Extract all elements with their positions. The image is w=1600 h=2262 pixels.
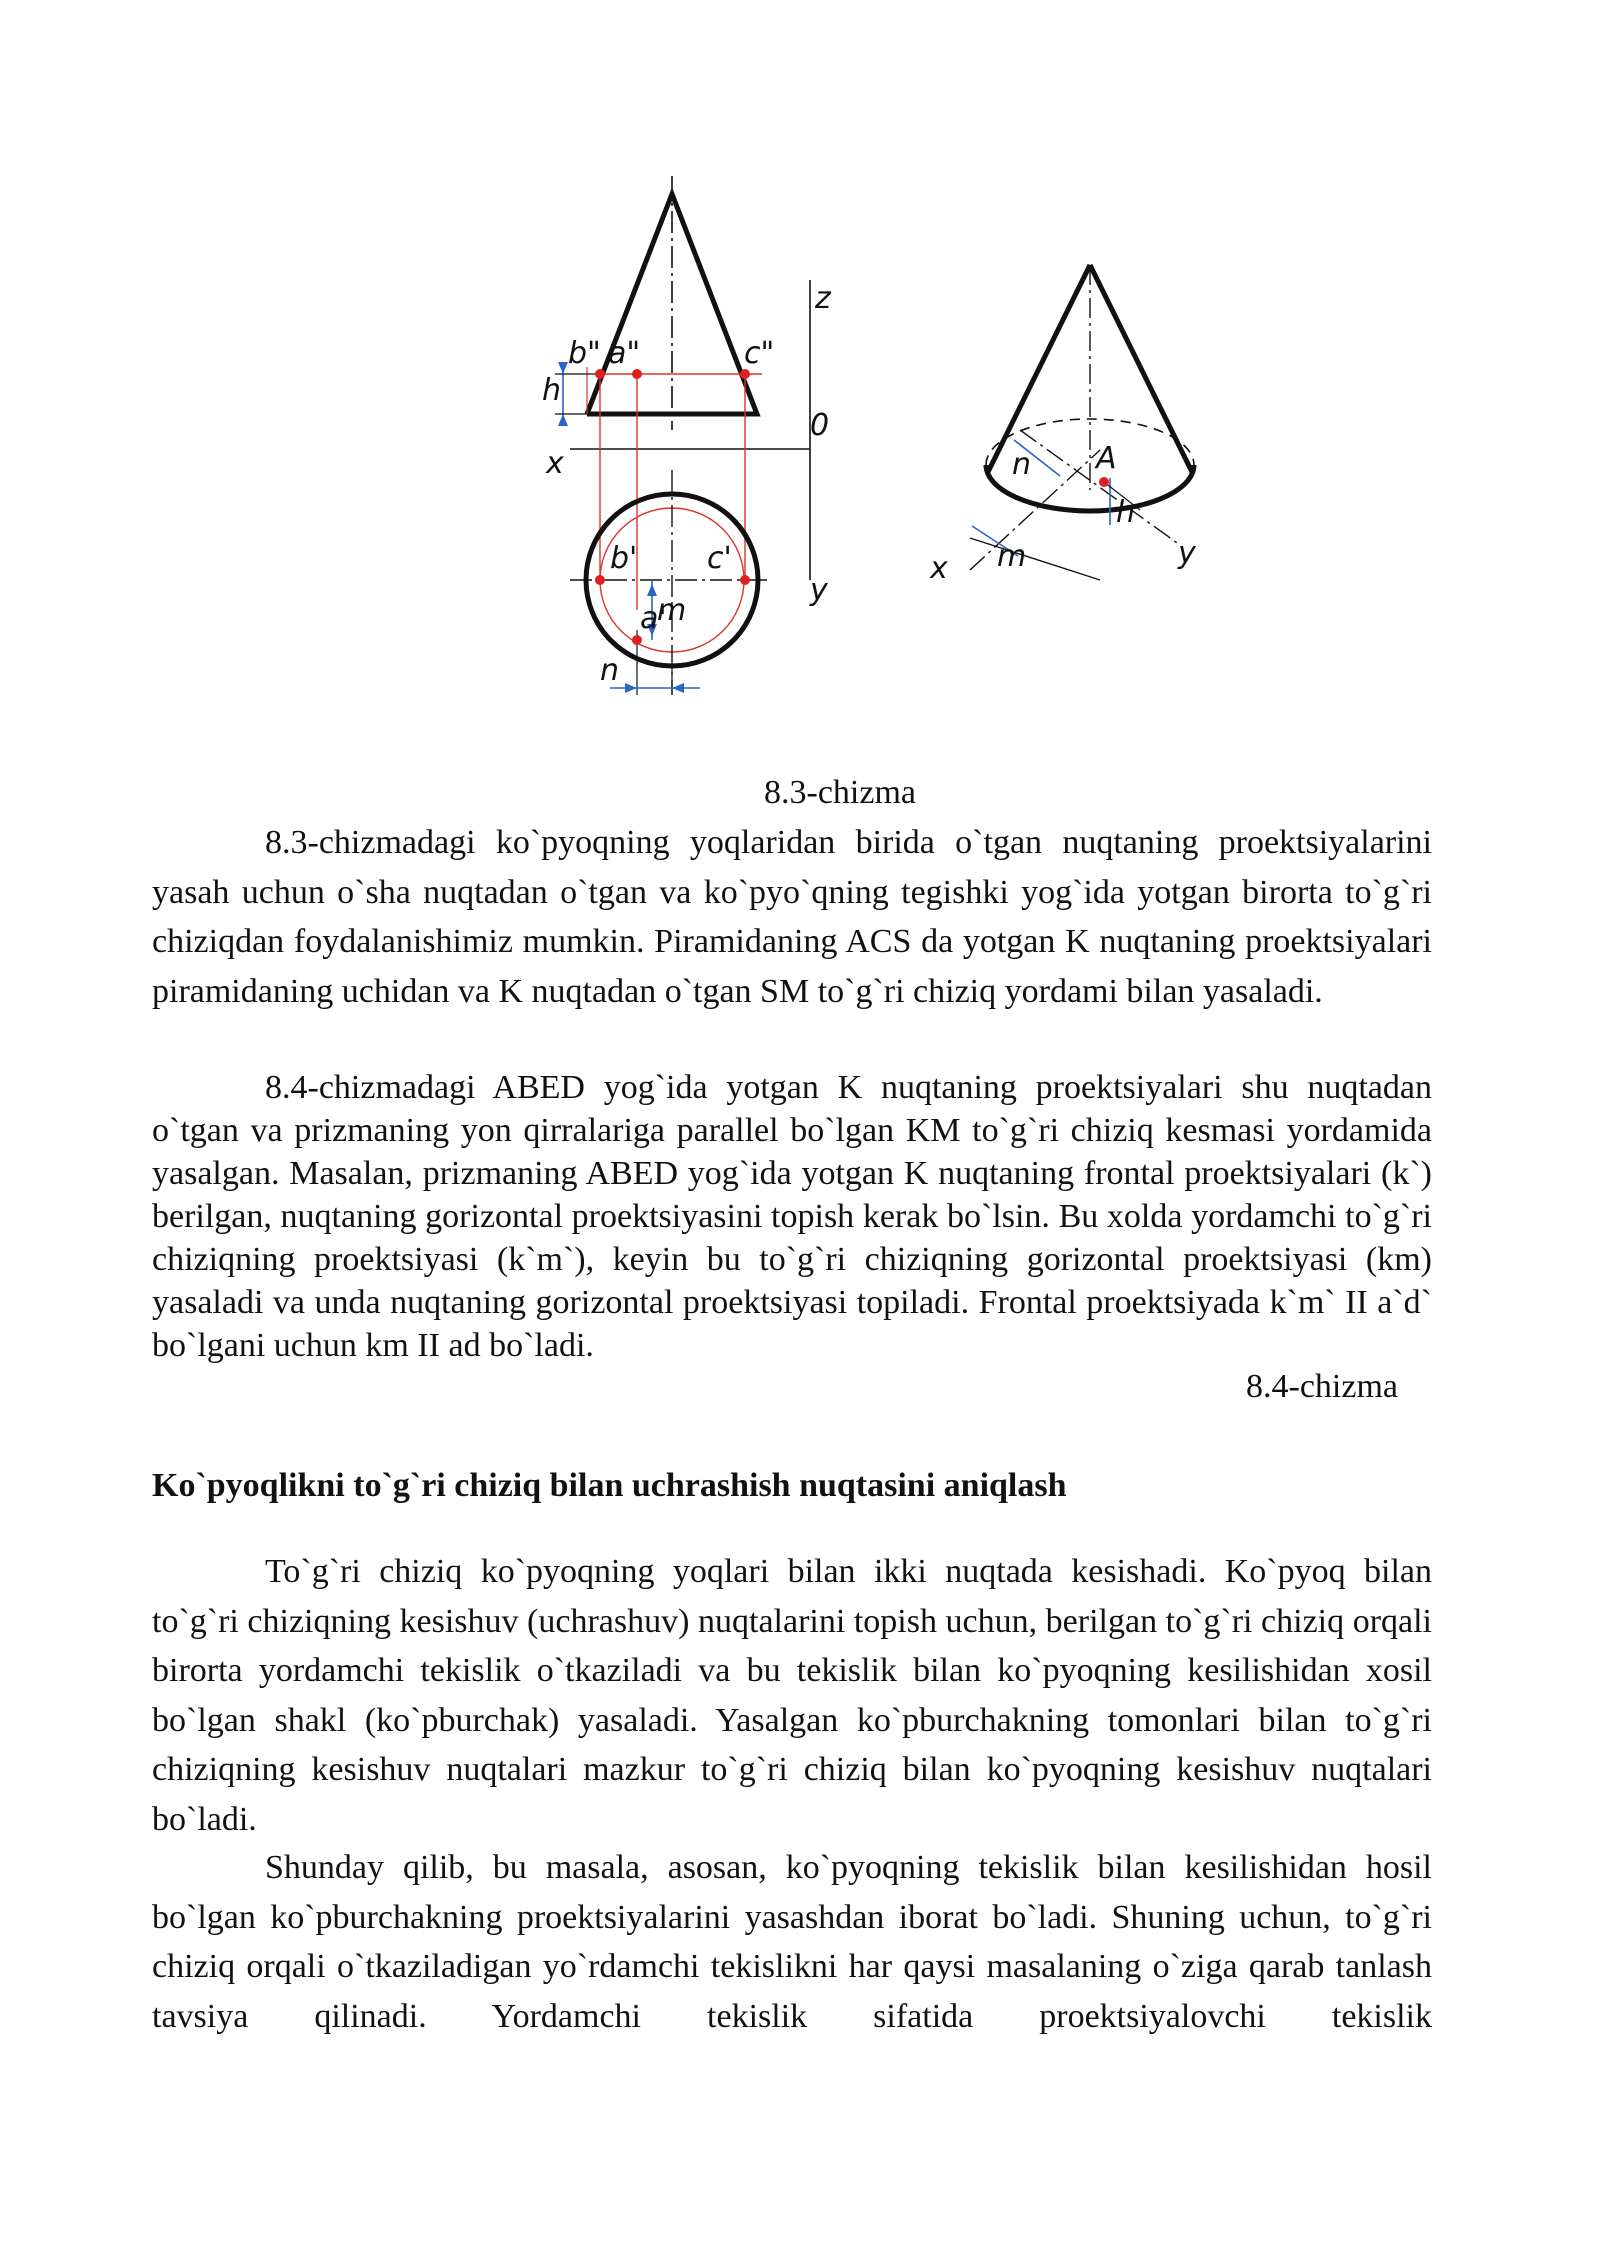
- cone-projection-figure: [500, 160, 1260, 720]
- label-c-double-prime: c": [744, 336, 775, 371]
- label-x-axis-right: x: [930, 551, 948, 586]
- axonometric-view: [970, 265, 1194, 580]
- label-b-prime: b': [610, 541, 638, 576]
- paragraph-3: To`g`ri chiziq ko`pyoqning yoqlari bilan ikki nuqtada kesishadi. Ko`pyoq bilan to`g`ri chiziqning kesishuv (uchrashuv) nuqtalarini topish uchun, berilgan to`g`ri chiziq orqali birorta yordamchi tekislik o`tkaziladi va bu tekislik bilan ko`pyoqning kesilishidan xosil bo`lgan shakl (ko`pburchak) yasaladi. Yasalgan ko`pburchakning tomonlari bilan to`g`ri chiziqning kesishuv nuqtalari mazkur to`g`ri chiziq bilan ko`pyoqning kesishuv nuqtalari bo`ladi.: [152, 1553, 1432, 1838]
- point-c-top: [740, 575, 750, 585]
- n-arrow-left: [625, 683, 637, 693]
- point-a-top: [632, 635, 642, 645]
- axo-m-line: [970, 538, 1100, 580]
- section-heading: Ko`pyoqlikni to`g`ri chiziq bilan uchrashish nuqtasini aniqlash: [152, 1467, 1067, 1504]
- paragraph-1: 8.3-chizmadagi ko`pyoqning yoqlaridan birida o`tgan nuqtaning proektsiyalarini yasah uchun o`sha nuqtadan o`tgan va ko`pyo`qning tegishki yog`ida yotgan birorta to`g`ri chiziqdan foydalanishimiz mumkin. Piramidaning ACS da yotgan K nuqtaning proektsiyalari piramidaning uchidan va K nuqtadan o`tgan SM to`g`ri chiziq yordami bilan yasaladi.: [152, 824, 1432, 1010]
- label-b-double-prime: b": [568, 336, 601, 371]
- label-c-prime: c': [707, 541, 732, 576]
- label-z-axis: z: [815, 281, 831, 316]
- label-A: A: [1096, 441, 1117, 476]
- m-arrow-top: [647, 584, 657, 596]
- front-view: [555, 176, 810, 580]
- label-origin: 0: [810, 408, 830, 443]
- label-a-double-prime: a": [608, 336, 641, 371]
- h-arrow-bottom: [558, 414, 568, 426]
- point-b-top: [595, 575, 605, 585]
- label-x-axis-left: x: [546, 446, 564, 481]
- label-m-right: m: [997, 539, 1027, 574]
- label-m-left: m: [657, 593, 687, 628]
- label-h-right: h: [1116, 495, 1136, 530]
- label-h-left: h: [542, 373, 562, 408]
- figure-caption-8-4: 8.4-chizma: [1246, 1368, 1398, 1405]
- label-y-axis-left: y: [810, 573, 828, 608]
- cone-projection-drawing: [500, 160, 1260, 720]
- paragraph-2: 8.4-chizmadagi ABED yog`ida yotgan K nuqtaning proektsiyalari shu nuqtadan o`tgan va prizmaning yon qirralariga parallel bo`lgan KM to`g`ri chiziq kesmasi yordamida yasalgan. Masalan, prizmaning ABED yog`ida yotgan K nuqtaning frontal proektsiyalari (k`) berilgan, nuqtaning gorizontal proektsiyasini topish kerak bo`lsin. Bu xolda yordamchi to`g`ri chiziqning proektsiyasi (k`m`), keyin bu to`g`ri chiziqning gorizontal proektsiyasi (km) yasaladi va unda nuqtaning gorizontal proektsiyasi topiladi. Frontal proektsiyada k`m` II a`d` bo`lgani uchun km II ad bo`ladi.: [152, 1069, 1432, 1364]
- n-arrow-right: [672, 683, 684, 693]
- point-A-axo: [1099, 477, 1109, 487]
- label-n-right: n: [1012, 447, 1032, 482]
- label-n-left: n: [600, 653, 620, 688]
- axo-silhouette-left: [988, 265, 1090, 472]
- label-y-axis-right: y: [1178, 536, 1196, 571]
- label-a-prime: a': [640, 601, 667, 636]
- paragraph-4: Shunday qilib, bu masala, asosan, ko`pyoqning tekislik bilan kesilishidan hosil bo`lgan ko`pburchakning proektsiyalarini yasashdan iborat bo`ladi. Shuning uchun, to`g`ri chiziq orqali o`tkaziladigan yo`rdamchi tekislikni har qaysi masalaning o`ziga qarab tanlash tavsiya qilinadi. Yordamchi tekislik sifatida proektsiyalovchi tekislik: [152, 1849, 1432, 2035]
- figure-caption-8-3: 8.3-chizma: [764, 774, 916, 811]
